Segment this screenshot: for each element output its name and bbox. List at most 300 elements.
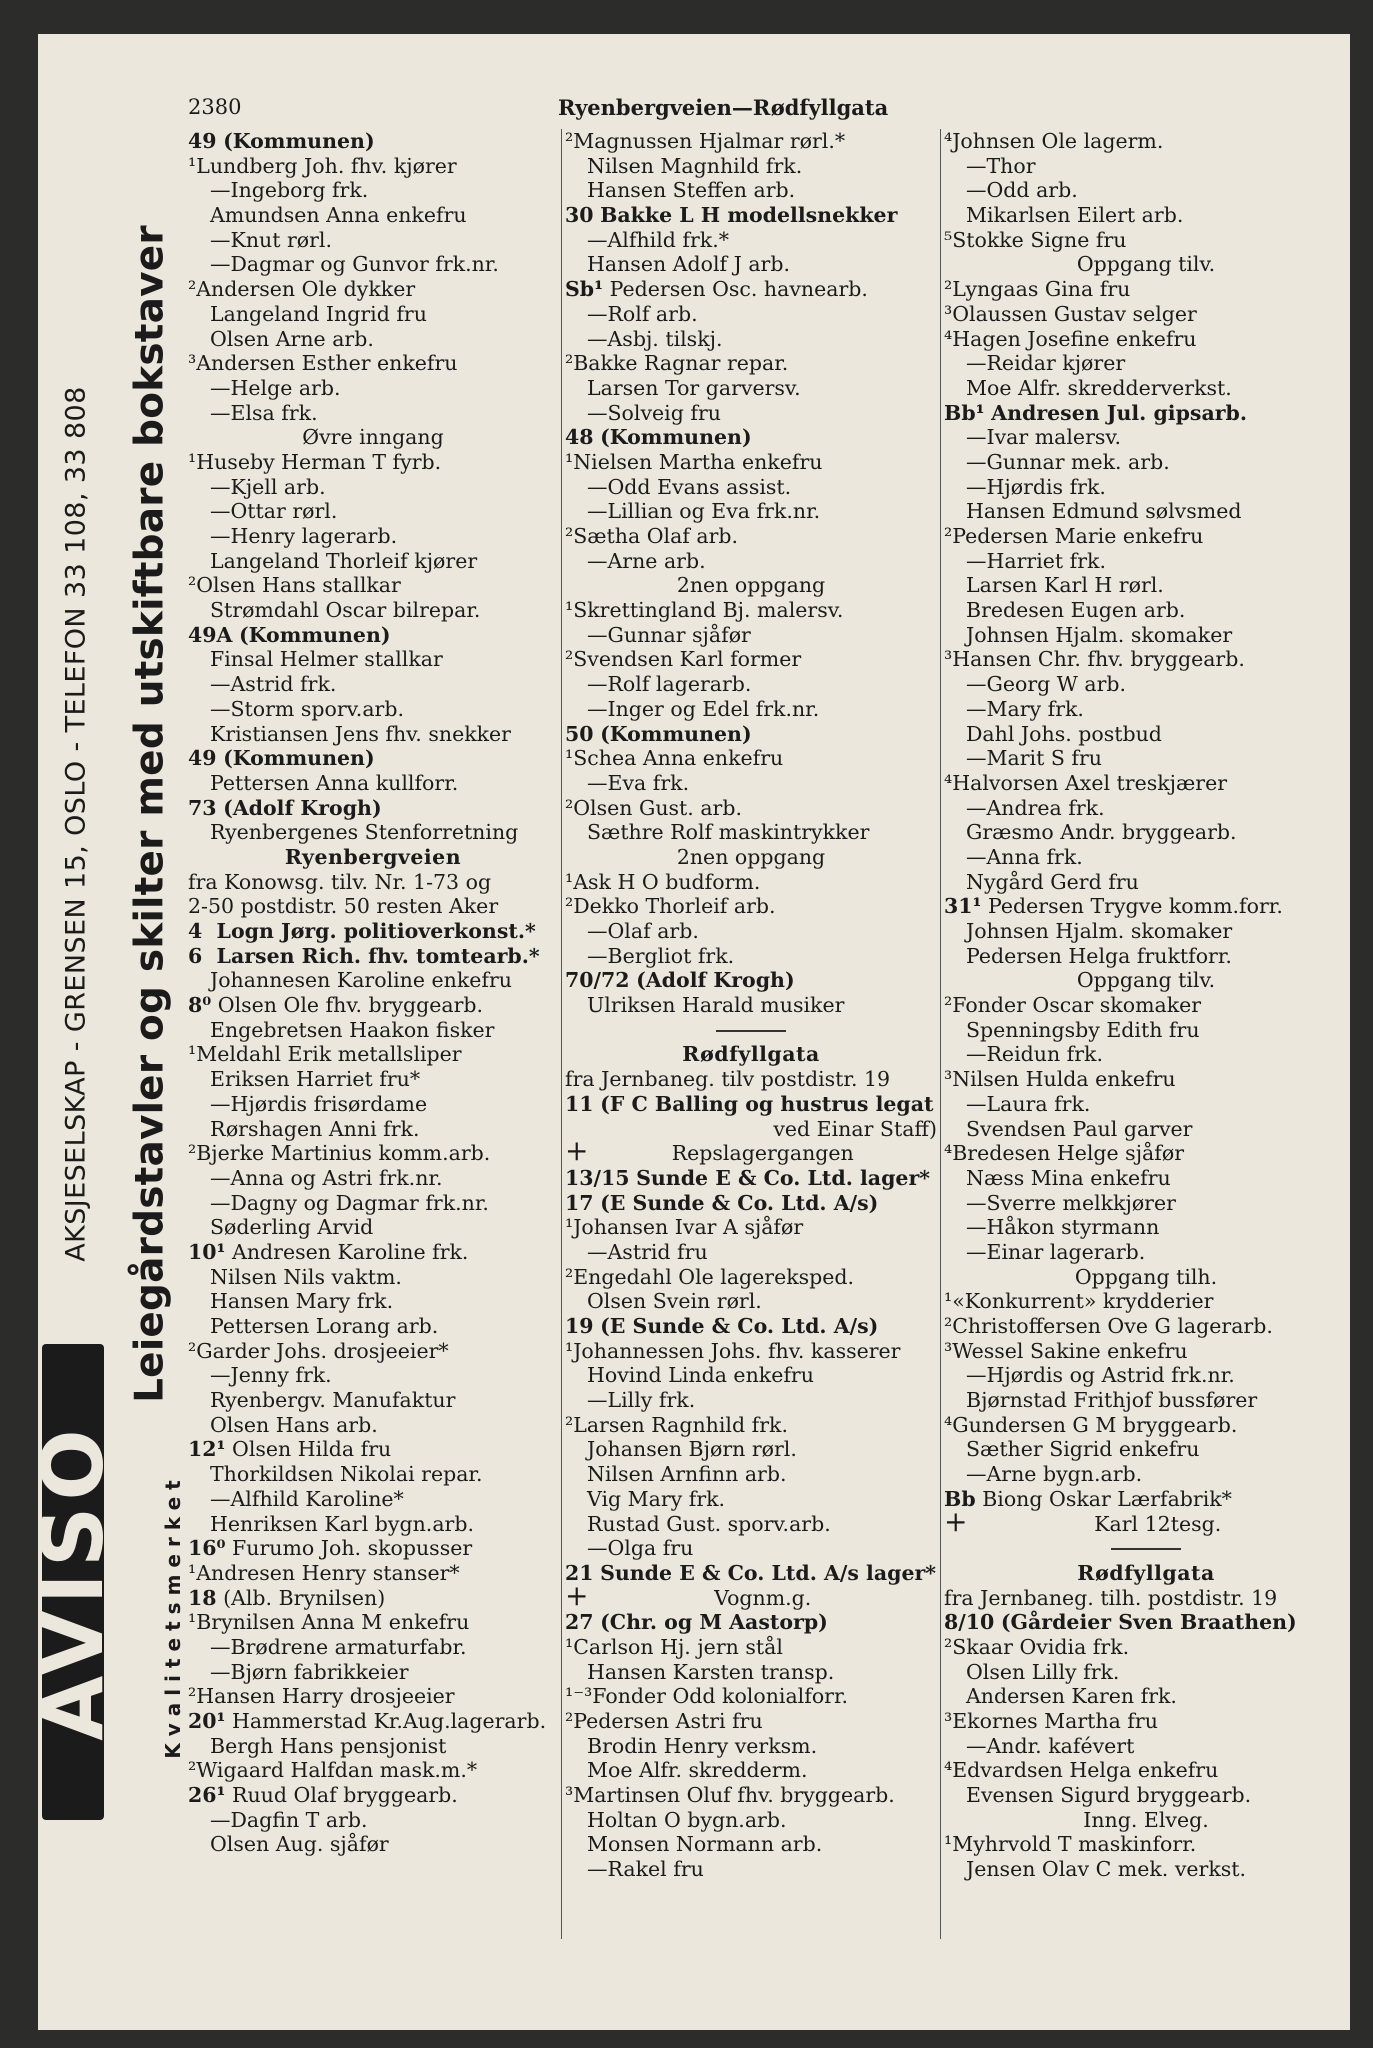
directory-entry (944, 944, 1348, 969)
resident-name: Moe Alfr. skredderverkst. (966, 375, 1232, 400)
resident-name: Logn Jørg. politioverkonst.* (216, 919, 536, 943)
resident-name: ¹Andresen Henry stanser* (188, 1560, 460, 1585)
directory-entry (944, 1734, 1348, 1759)
resident-name: ²Larsen Ragnhild frk. (565, 1412, 788, 1437)
directory-entry (188, 154, 558, 179)
entry-continuation: ved Einar Staff) (773, 1116, 937, 1141)
directory-entry (944, 1758, 1348, 1783)
resident-name: Nilsen Arnfinn arb. (587, 1462, 787, 1487)
house-number: 26¹ (188, 1783, 226, 1808)
resident-name: Henriksen Karl bygn.arb. (210, 1511, 474, 1536)
company-address-line: AKSJESELSKAP - GRENSEN 15, OSLO - TELEFON 33 108, 33 808 (60, 386, 92, 1262)
directory-entry (565, 1684, 937, 1709)
directory-entry (188, 1240, 558, 1265)
directory-entry (565, 746, 937, 771)
resident-name: (E Sunde & Co. Ltd. A/s) (600, 1190, 879, 1215)
resident-name: —Thor (966, 153, 1036, 178)
directory-entry (188, 450, 558, 475)
resident-name: —Lillian og Eva frk.nr. (587, 499, 821, 524)
directory-entry (188, 1487, 558, 1512)
resident-name: —Olaf arb. (587, 919, 699, 943)
resident-name: —Bjørn fabrikkeier (210, 1659, 409, 1684)
advertisement-slogan: Leiegårdstavler og skilter med utskiftbare bokstaver (127, 225, 173, 1403)
house-number: 30 (565, 203, 594, 228)
directory-entry (944, 746, 1348, 771)
resident-name: ²Garder Johs. drosjeeier* (188, 1338, 449, 1363)
directory-entry (565, 327, 937, 352)
directory-entry (944, 1709, 1348, 1734)
resident-name: ⁴Edvardsen Helga enkefru (944, 1758, 1219, 1783)
directory-entry (565, 425, 937, 450)
directory-entry (565, 1734, 937, 1759)
directory-entry (188, 1783, 558, 1808)
directory-entry (944, 549, 1348, 574)
resident-name: Vig Mary frk. (587, 1486, 726, 1511)
directory-entry (565, 1857, 937, 1882)
resident-name: (Adolf Krogh) (636, 968, 795, 993)
house-number: 31¹ (944, 894, 982, 919)
resident-name: ²Engedahl Ole lagereksped. (565, 1264, 855, 1289)
resident-name: Johansen Bjørn rørl. (587, 1437, 797, 1462)
resident-name: Olsen Hans arb. (210, 1412, 378, 1437)
directory-entry (944, 154, 1348, 179)
directory-entry (188, 1117, 558, 1142)
street-description: fra Konowsg. tilv. Nr. 1-73 og (188, 869, 492, 894)
resident-name: ²Pedersen Marie enkefru (944, 524, 1204, 548)
resident-name: —Odd Evans assist. (587, 474, 792, 499)
directory-entry (188, 598, 558, 623)
resident-name: Furumo Joh. skopusser (232, 1536, 473, 1561)
directory-entry (188, 1141, 558, 1166)
resident-name: —Sverre melkkjører (966, 1190, 1176, 1215)
directory-entry (565, 302, 937, 327)
directory-entry (944, 327, 1348, 352)
resident-name: Sunde E & Co. Ltd. lager* (636, 1165, 930, 1190)
resident-name: ²Sætha Olaf arb. (565, 524, 739, 548)
column-1 (188, 129, 558, 1857)
resident-name: ¹Nielsen Martha enkefru (565, 449, 823, 474)
house-number: 21 (565, 1560, 594, 1585)
resident-name: —Jenny frk. (210, 1363, 332, 1388)
directory-entry (944, 524, 1348, 549)
resident-name: ¹Carlson Hj. jern stål (565, 1634, 783, 1659)
resident-name: Strømdahl Oscar bilrepar. (210, 598, 481, 623)
directory-entry (565, 697, 937, 722)
resident-name: Amundsen Anna enkefru (210, 203, 467, 228)
resident-name: Larsen Rich. fhv. tomtearb.* (216, 943, 540, 968)
resident-name: (Kommunen) (600, 425, 752, 450)
directory-entry (188, 277, 558, 302)
directory-entry (188, 1166, 558, 1191)
directory-entry (565, 228, 937, 253)
resident-name: —Hjørdis og Astrid frk.nr. (966, 1363, 1235, 1388)
resident-name: Thorkildsen Nikolai repar. (210, 1462, 483, 1487)
resident-name: (Kommunen) (223, 746, 375, 771)
resident-name: —Georg W arb. (966, 672, 1127, 697)
street-heading: Rødfyllgata (1077, 1560, 1215, 1585)
directory-entry (944, 499, 1348, 524)
running-title: Ryenbergveien—Rødfyllgata (558, 95, 889, 120)
resident-name: Dahl Johs. postbud (966, 721, 1162, 746)
resident-name: Bergh Hans pensjonist (210, 1733, 447, 1758)
directory-entry (944, 1141, 1348, 1166)
directory-entry (565, 1462, 937, 1487)
cross-street (944, 1504, 1348, 1538)
resident-name: —Eva frk. (587, 770, 690, 795)
directory-entry (944, 1314, 1348, 1339)
resident-name: —Anna og Astri frk.nr. (210, 1165, 443, 1190)
directory-entry (188, 1388, 558, 1413)
resident-name: Johannesen Karoline enkefru (210, 968, 513, 993)
directory-entry (944, 475, 1348, 500)
resident-name: —Marit S fru (966, 746, 1102, 771)
resident-name: —Hjørdis frisørdame (210, 1091, 428, 1116)
directory-entry (944, 1289, 1348, 1314)
resident-name: Olsen Lilly frk. (966, 1659, 1120, 1684)
street-heading: Ryenbergveien (284, 844, 462, 869)
resident-name: Nilsen Magnhild frk. (587, 153, 803, 178)
resident-name: Rørshagen Anni frk. (210, 1116, 420, 1141)
resident-name: ¹⁻³Fonder Odd kolonialforr. (565, 1684, 849, 1709)
directory-entry (188, 746, 558, 771)
resident-name: Hansen Mary frk. (210, 1289, 394, 1314)
street-description: 2-50 postdistr. 50 resten Aker (188, 894, 499, 919)
house-number: 49 (188, 129, 217, 153)
house-number: 8/10 (944, 1610, 995, 1635)
directory-entry (565, 968, 937, 993)
directory-entry (188, 1684, 558, 1709)
directory-entry (188, 1265, 558, 1290)
directory-entry (565, 919, 937, 944)
directory-entry (565, 524, 937, 549)
resident-name: Andresen Jul. gipsarb. (991, 400, 1248, 425)
directory-entry (188, 944, 558, 969)
resident-name: —Einar lagerarb. (966, 1239, 1146, 1264)
cross-street-name: Vognm.g. (714, 1585, 812, 1610)
directory-entry (565, 1758, 937, 1783)
resident-name: ¹«Konkurrent» krydderier (944, 1289, 1214, 1314)
directory-entry (188, 376, 558, 401)
resident-name: ³Nilsen Hulda enkefru (944, 1067, 1176, 1092)
resident-name: Næss Mina enkefru (966, 1165, 1171, 1190)
directory-entry (565, 475, 937, 500)
directory-entry (944, 820, 1348, 845)
directory-entry (565, 1561, 937, 1586)
resident-name: —Dagfin T arb. (210, 1807, 368, 1832)
house-number: 19 (565, 1314, 594, 1338)
resident-name: —Arne arb. (587, 548, 706, 573)
resident-name: Sæther Sigrid enkefru (966, 1437, 1200, 1462)
directory-entry (944, 302, 1348, 327)
resident-name: ¹Meldahl Erik metallsliper (188, 1042, 462, 1067)
resident-name: —Alfhild frk.* (587, 227, 729, 252)
resident-name: —Gunnar mek. arb. (966, 449, 1170, 474)
resident-name: Langeland Ingrid fru (210, 301, 427, 326)
directory-entry (944, 228, 1348, 253)
resident-name: —Håkon styrmann (966, 1215, 1160, 1240)
resident-name: ²Wigaard Halfdan mask.m.* (188, 1758, 478, 1783)
resident-name: Evensen Sigurd bryggearb. (966, 1783, 1252, 1808)
directory-entry (188, 252, 558, 277)
resident-name: Bakke L H modellsnekker (600, 203, 898, 228)
resident-name: Finsal Helmer stallkar (210, 647, 443, 672)
cross-street-icon: + (565, 1134, 589, 1168)
resident-name: Johnsen Hjalm. skomaker (966, 919, 1233, 943)
resident-name: Sunde E & Co. Ltd. A/s lager* (600, 1560, 937, 1585)
directory-entry (565, 1709, 937, 1734)
directory-entry (944, 1684, 1348, 1709)
directory-entry (944, 1363, 1348, 1388)
resident-name: —Storm sporv.arb. (210, 696, 404, 721)
directory-entry (944, 1191, 1348, 1216)
directory-entry (944, 450, 1348, 475)
resident-name: Olsen Arne arb. (210, 326, 374, 351)
directory-entry (565, 549, 937, 574)
directory-entry (944, 722, 1348, 747)
resident-name: —Astrid frk. (210, 672, 337, 697)
directory-entry (188, 1042, 558, 1067)
directory-entry (188, 129, 558, 154)
directory-entry (944, 573, 1348, 598)
directory-entry (944, 1487, 1348, 1512)
resident-name: —Henry lagerarb. (210, 524, 398, 548)
resident-name: Pedersen Helga fruktforr. (966, 943, 1232, 968)
directory-entry (944, 623, 1348, 648)
directory-entry (565, 672, 937, 697)
resident-name: —Ottar rørl. (210, 499, 338, 524)
resident-name: —Hjørdis frk. (966, 474, 1106, 499)
directory-entry (188, 672, 558, 697)
directory-entry (565, 993, 937, 1018)
column-divider (940, 129, 941, 1939)
directory-entry (188, 1092, 558, 1117)
resident-name: ¹Lundberg Joh. fhv. kjører (188, 153, 457, 178)
directory-entry (188, 1413, 558, 1438)
house-number: 12¹ (188, 1437, 226, 1462)
resident-name: Pedersen Trygve komm.forr. (988, 894, 1283, 919)
resident-name: ²Bjerke Martinius komm.arb. (188, 1141, 491, 1166)
resident-name: Nygård Gerd fru (966, 869, 1139, 894)
directory-entry (944, 919, 1348, 944)
resident-name: Mikarlsen Eilert arb. (966, 203, 1184, 228)
cross-street-icon: + (944, 1504, 968, 1538)
entrance-label: Inng. Elveg. (1083, 1807, 1209, 1832)
resident-name: ¹Schea Anna enkefru (565, 746, 784, 771)
resident-name: Larsen Tor garversv. (587, 375, 801, 400)
resident-name: Ryenbergv. Manufaktur (210, 1388, 456, 1413)
resident-name: Biong Oskar Lærfabrik* (982, 1486, 1232, 1511)
directory-entry (188, 1018, 558, 1043)
house-number: Sb¹ (565, 277, 604, 302)
directory-entry (944, 129, 1348, 154)
house-number: 49 (188, 746, 217, 771)
cross-street-name: Repslagergangen (671, 1141, 854, 1166)
section-separator (565, 1018, 937, 1043)
directory-entry (188, 796, 558, 821)
resident-name: ²Olsen Hans stallkar (188, 573, 401, 598)
directory-entry (565, 1191, 937, 1216)
directory-entry (565, 1363, 937, 1388)
directory-entry (565, 178, 937, 203)
entrance-label: Øvre inngang (302, 425, 444, 450)
resident-name: —Ingeborg frk. (210, 178, 369, 203)
directory-entry (944, 1783, 1348, 1808)
directory-entry (944, 1042, 1348, 1067)
resident-name: Larsen Karl H rørl. (966, 573, 1164, 598)
resident-name: —Rolf lagerarb. (587, 672, 752, 697)
directory-entry (565, 1215, 937, 1240)
resident-name: Hansen Edmund sølvsmed (966, 499, 1242, 524)
directory-entry (565, 1388, 937, 1413)
resident-name: —Andrea frk. (966, 795, 1105, 820)
directory-entry (944, 1339, 1348, 1364)
resident-name: Hovind Linda enkefru (587, 1363, 814, 1388)
resident-name: (Alb. Brynilsen) (223, 1585, 386, 1610)
directory-entry (565, 1660, 937, 1685)
column-divider (561, 129, 562, 1939)
directory-entry (188, 1561, 558, 1586)
house-number: 16⁰ (188, 1536, 226, 1561)
resident-name: —Laura frk. (966, 1091, 1091, 1116)
directory-entry (944, 351, 1348, 376)
resident-name: (E Sunde & Co. Ltd. A/s) (600, 1314, 879, 1338)
directory-entry (565, 277, 937, 302)
directory-entry (188, 1635, 558, 1660)
directory-entry (188, 647, 558, 672)
resident-name: Brodin Henry verksm. (587, 1733, 818, 1758)
street-description: fra Jernbaneg. tilh. postdistr. 19 (944, 1585, 1278, 1610)
resident-name: Olsen Ole fhv. bryggearb. (217, 993, 484, 1018)
directory-entry (188, 203, 558, 228)
directory-entry (565, 1289, 937, 1314)
directory-entry (188, 1191, 558, 1216)
directory-entry (944, 647, 1348, 672)
house-number: Bb¹ (944, 400, 985, 425)
directory-entry (565, 1339, 937, 1364)
resident-name: ²Lyngaas Gina fru (944, 277, 1131, 302)
directory-entry (188, 993, 558, 1018)
resident-name: Olsen Svein rørl. (587, 1289, 762, 1314)
resident-name: ¹Myhrvold T maskinforr. (944, 1832, 1197, 1857)
resident-name: (F C Balling og hustrus legat (600, 1091, 934, 1116)
directory-entry (565, 351, 937, 376)
resident-name: (Adolf Krogh) (223, 795, 382, 820)
directory-entry (188, 1832, 558, 1857)
resident-name: ⁴Johnsen Ole lagerm. (944, 129, 1164, 153)
directory-entry (188, 549, 558, 574)
directory-entry (565, 1265, 937, 1290)
resident-name: —Kjell arb. (210, 474, 326, 499)
directory-entry (944, 894, 1348, 919)
street-description: fra Jernbaneg. tilv postdistr. 19 (565, 1067, 891, 1092)
resident-name: —Mary frk. (966, 696, 1084, 721)
house-number: 48 (565, 425, 594, 450)
resident-name: ³Olaussen Gustav selger (944, 301, 1197, 326)
resident-name: —Dagny og Dagmar frk.nr. (210, 1190, 489, 1215)
resident-name: —Bergliot frk. (587, 943, 735, 968)
directory-entry (188, 1314, 558, 1339)
directory-entry (944, 1610, 1348, 1635)
resident-name: (Gårdeier Sven Braathen) (1000, 1610, 1297, 1635)
directory-entry (944, 993, 1348, 1018)
resident-name: —Astrid fru (587, 1239, 708, 1264)
resident-name: ²Bakke Ragnar repar. (565, 351, 789, 376)
house-number: 13/15 (565, 1165, 630, 1190)
resident-name: ³Andersen Esther enkefru (188, 351, 458, 376)
directory-entry (944, 1413, 1348, 1438)
directory-entry (565, 450, 937, 475)
resident-name: —Olga fru (587, 1536, 694, 1561)
directory-entry (944, 1437, 1348, 1462)
resident-name: ²Christoffersen Ove G lagerarb. (944, 1314, 1273, 1338)
resident-name: —Reidun frk. (966, 1042, 1103, 1067)
directory-entry (188, 1586, 558, 1611)
entrance-label: Oppgang tilv. (1076, 968, 1216, 993)
directory-entry (944, 425, 1348, 450)
directory-entry (188, 1709, 558, 1734)
directory-entry (565, 894, 937, 919)
directory-entry (944, 376, 1348, 401)
directory-entry (565, 1487, 937, 1512)
resident-name: ¹Brynilsen Anna M enkefru (188, 1610, 470, 1635)
resident-name: —Harriet frk. (966, 548, 1106, 573)
directory-entry (188, 302, 558, 327)
directory-entry (188, 1660, 558, 1685)
resident-name: Ulriksen Harald musiker (587, 993, 845, 1018)
resident-name: Pedersen Osc. havnearb. (609, 277, 868, 302)
resident-name: Bjørnstad Frithjof bussfører (966, 1388, 1258, 1413)
directory-entry (944, 401, 1348, 426)
resident-name: ²Magnussen Hjalmar rørl.* (565, 129, 846, 153)
directory-entry (565, 129, 937, 154)
resident-name: Johnsen Hjalm. skomaker (966, 622, 1233, 647)
directory-entry (944, 598, 1348, 623)
directory-entry (565, 1610, 937, 1635)
resident-name: —Rakel fru (587, 1857, 704, 1882)
resident-name: (Kommunen) (223, 129, 375, 153)
directory-entry (565, 1413, 937, 1438)
resident-name: (Chr. og M Aastorp) (600, 1610, 828, 1635)
directory-entry (944, 1462, 1348, 1487)
house-number: 20¹ (188, 1709, 226, 1733)
resident-name: —Knut rørl. (210, 227, 332, 252)
page-number: 2380 (188, 95, 242, 119)
resident-name: Olsen Aug. sjåfør (210, 1832, 389, 1857)
resident-name: Moe Alfr. skredderm. (587, 1758, 808, 1783)
resident-name: ²Olsen Gust. arb. (565, 795, 742, 820)
directory-entry (565, 154, 937, 179)
resident-name: ¹Johannessen Johs. fhv. kasserer (565, 1338, 901, 1363)
directory-entry (565, 820, 937, 845)
resident-name: Bredesen Eugen arb. (966, 598, 1186, 623)
directory-entry (565, 1783, 937, 1808)
resident-name: ²Svendsen Karl former (565, 647, 802, 672)
resident-name: ²Dekko Thorleif arb. (565, 894, 776, 919)
directory-entry (565, 252, 937, 277)
entrance-label: Oppgang tilv. (1076, 252, 1216, 277)
directory-entry (188, 722, 558, 747)
directory-entry (565, 401, 937, 426)
resident-name: —Solveig fru (587, 400, 721, 425)
resident-name: —Arne bygn.arb. (966, 1462, 1143, 1487)
resident-name: —Helge arb. (210, 375, 341, 400)
resident-name: —Reidar kjører (966, 351, 1126, 376)
directory-entry (944, 771, 1348, 796)
directory-entry (565, 623, 937, 648)
resident-name: Søderling Arvid (210, 1215, 374, 1240)
directory-entry (565, 1512, 937, 1537)
resident-name: Spenningsby Edith fru (966, 1017, 1200, 1042)
